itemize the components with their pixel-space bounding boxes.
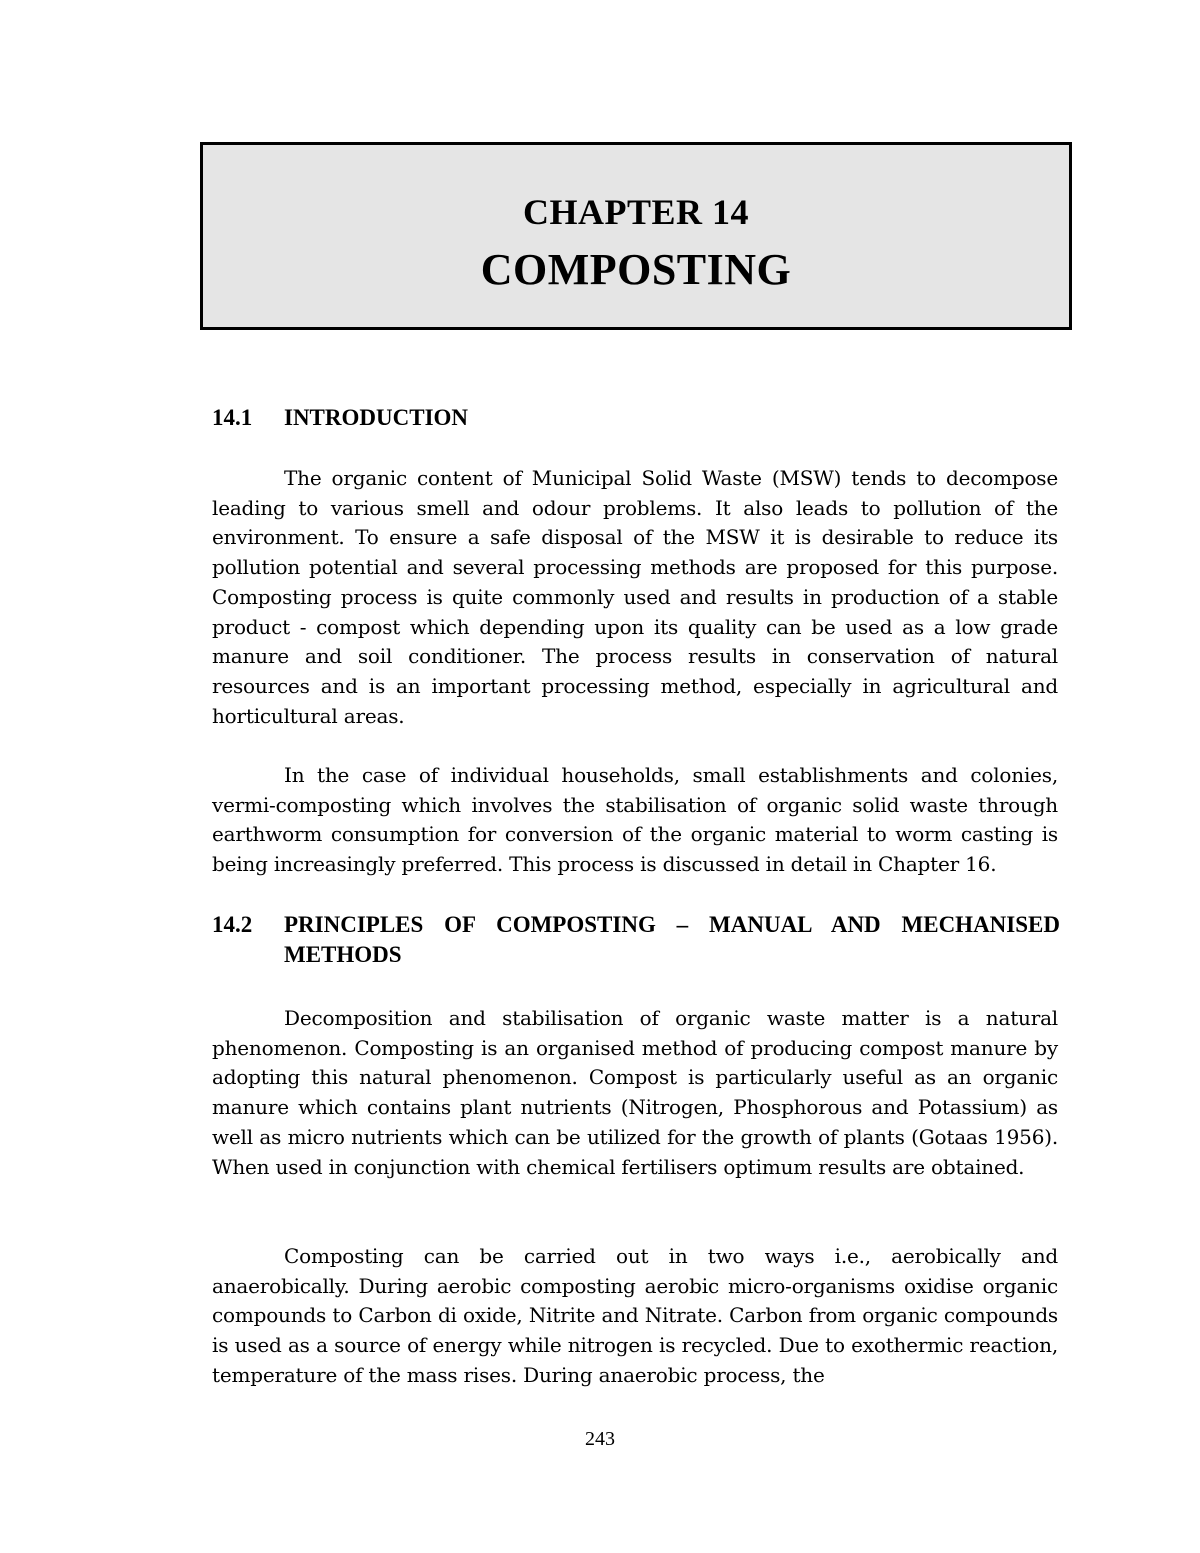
section-number: 14.2 <box>212 912 253 937</box>
section-title: INTRODUCTION <box>284 405 469 430</box>
section-heading-introduction <box>212 403 1060 433</box>
paragraph-introduction-1: The organic content of Municipal Solid Waste (MSW) tends to decompose leading to various smell and odour problems. It also leads to pollution of the environment. To ensure a safe disposal of the MSW it is desirable to reduce its pollution potential and several processing methods are proposed for this purpose. Composting process is quite commonly used and results in production of a stable product - compost which depending upon its quality can be used as a low grade manure and soil conditioner. The process results in conservation of natural resources and is an important processing method, especially in agricultural and horticultural areas. <box>212 466 1058 728</box>
page-number: 243 <box>585 1428 615 1450</box>
paragraph-principles-2: Composting can be carried out in two ways i.e., aerobically and anaerobically. During aerobic composting aerobic micro-organisms oxidise organic compounds to Carbon di oxide, Nitrite and Nitrate. Carbon from organic compounds is used as a source of energy while nitrogen is recycled. Due to exothermic reaction, temperature of the mass rises. During anaerobic process, the <box>212 1244 1058 1387</box>
section-number: 14.1 <box>212 405 253 430</box>
chapter-number: CHAPTER 14 <box>522 192 749 232</box>
paragraph-principles-1: Decomposition and stabilisation of organic waste matter is a natural phenomenon. Composting is an organised method of producing compost manure by adopting this natural phenomenon. Compost is particularly useful as an organic manure which contains plant nutrients (Nitrogen, Phosphorous and Potassium) as well as micro nutrients which can be utilized for the growth of plants (Gotaas 1956). When used in conjunction with chemical fertilisers optimum results are obtained. <box>212 1006 1058 1179</box>
section-title: PRINCIPLES OF COMPOSTING – MANUAL AND MECHANISED METHODS <box>284 912 1060 967</box>
chapter-header-box <box>200 142 1072 330</box>
paragraph-introduction-2: In the case of individual households, small establishments and colonies, vermi-composting which involves the stabilisation of organic solid waste through earthworm consumption for conversion of the organic material to worm casting is being increasingly preferred. This process is discussed in detail in Chapter 16. <box>212 763 1058 877</box>
section-heading-principles <box>212 910 1060 970</box>
chapter-title: COMPOSTING <box>480 245 792 294</box>
